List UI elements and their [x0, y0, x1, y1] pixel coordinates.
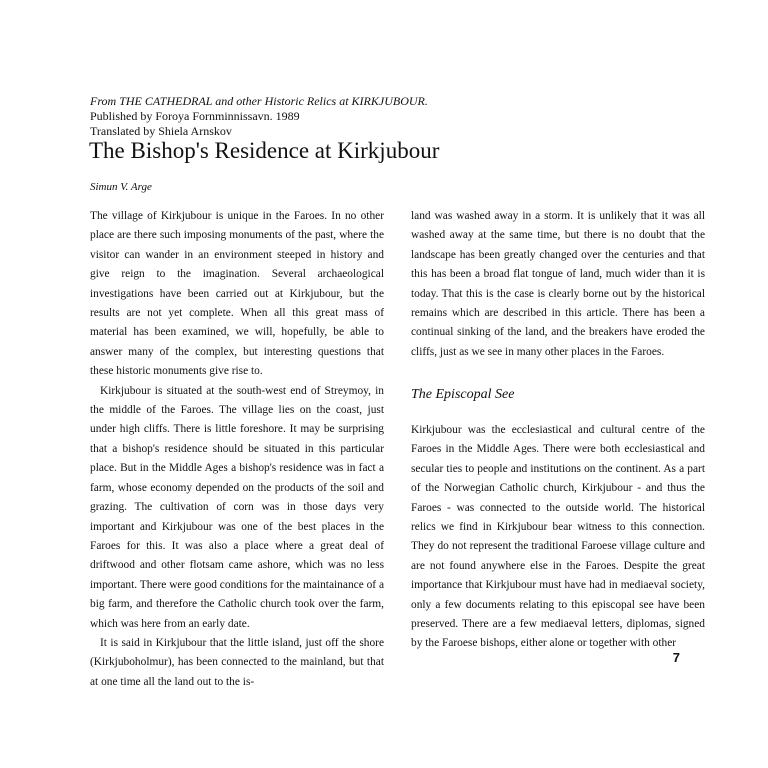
source-citation: From THE CATHEDRAL and other Historic Relics at KIRKJUBOUR. — [90, 94, 428, 108]
paragraph: It is said in Kirkjubour that the little island, just off the shore (Kirkjuboholmur), has been connected to the mainland, but that at one time all the land out to the is- — [90, 636, 384, 688]
paragraph: The village of Kirkjubour is unique in the Faroes. In no other place are there such imposing monuments of the past, where the visitor can wander in an environment steeped in history and give reign to the imagination. Several archaeological investigations have been carried out at Kirkjubour, but the results are not yet complete. When all this great mass of material has been examined, we will, hopefully, be able to answer many of the complex, but interesting questions that these historic monuments give rise to. — [90, 210, 384, 378]
publisher-line: Published by Foroya Fornminnissavn. 1989 — [90, 109, 300, 123]
translator-line: Translated by Shiela Arnskov — [90, 124, 232, 138]
section-heading: The Episcopal See — [411, 387, 515, 402]
paragraph: Kirkjubour was the ecclesiastical and cultural centre of the Faroes in the Middle Ages. There were both ecclesiastical and secular ties to people and institutions on the continent. As a part of the Norwegian Catholic church, Kirkjubour - and thus the Faroes - was connected to the outside world. The historical relics we find in Kirkjubour bear witness to this connection. They do not represent the traditional Faroese village culture and are not found anywhere else in the Faroes. Despite the great importance that Kirkjubour must have had in mediaeval society, only a few documents relating to this episcopal see have been preserved. There are a few mediaeval letters, diplomas, signed by the Faroese bishops, either alone or together with other — [411, 424, 705, 650]
right-column — [411, 207, 705, 362]
section-body — [411, 421, 705, 654]
article-title: The Bishop's Residence at Kirkjubour — [89, 138, 440, 163]
paragraph: land was washed away in a storm. It is unlikely that it was all washed away at the same time, but there is no doubt that the landscape has been greatly changed over the centuries and that this has been a broad flat tongue of land, much wider than it is today. That this is the case is clearly borne out by the historical remains which are described in this article. There has been a continual sinking of the land, and the breakers have eroded the cliffs, just as we see in many other places in the Faroes. — [411, 210, 705, 358]
page-number: 7 — [672, 650, 680, 665]
left-column — [90, 207, 384, 692]
paragraph: Kirkjubour is situated at the south-west end of Streymoy, in the middle of the Faroes. The village lies on the coast, just under high cliffs. There is little foreshore. It may be surprising that a bishop's residence should be situated in this particular place. But in the Middle Ages a bishop's residence was in fact a farm, whose economy depended on the products of the soil and grazing. The cultivation of corn was in those days very important and Kirkjubour was one of the best places in the Faroes for this. It was also a place where a great deal of driftwood and other flotsam came ashore, which was no less important. There were good conditions for the maintainance of a big farm, and therefore the Catholic church took over the farm, which was here from an early date. — [90, 384, 384, 630]
article-author: Simun V. Arge — [90, 181, 152, 193]
